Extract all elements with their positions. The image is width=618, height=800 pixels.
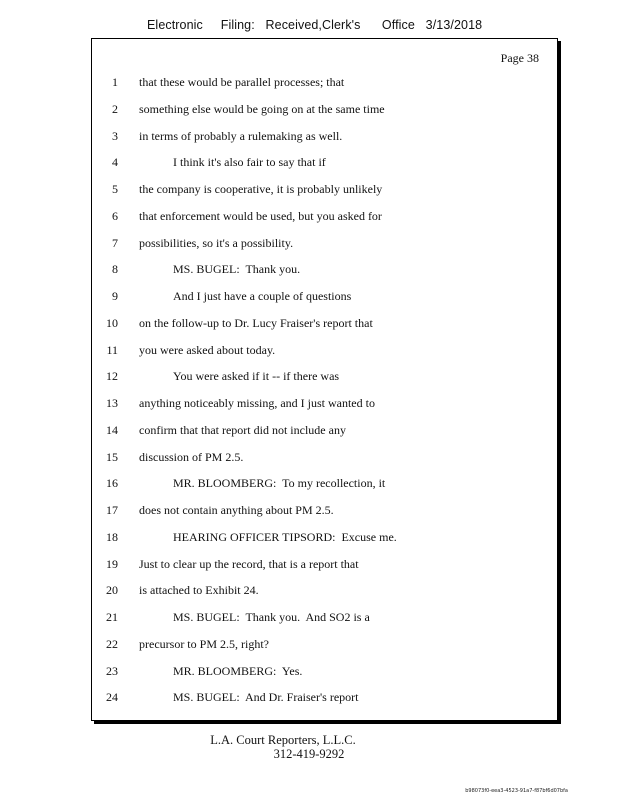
line-text: You were asked if it -- if there was (173, 369, 340, 384)
document-id: b98073f0-eea3-4523-91a7-f87bf6d07bfa (465, 788, 568, 794)
line-number: 5 (112, 182, 118, 196)
line-text: possibilities, so it's a possibility. (139, 235, 294, 250)
line-number: 3 (112, 128, 118, 143)
transcript-line (92, 207, 557, 234)
transcript-line (92, 581, 557, 608)
line-number: 8 (112, 262, 118, 277)
line-number: 7 (112, 235, 118, 250)
line-number: 17 (106, 503, 118, 517)
line-text: And I just have a couple of questions (173, 289, 352, 303)
line-text: MR. BLOOMBERG: To my recollection, it (173, 476, 386, 491)
line-number: 2 (112, 101, 118, 116)
line-text: I think it's also fair to say that if (173, 155, 326, 170)
line-text: on the follow-up to Dr. Lucy Fraiser's report that (139, 315, 373, 330)
line-number: 16 (106, 476, 118, 491)
line-text: the company is cooperative, it is probably unlikely (139, 182, 383, 196)
transcript-line (92, 180, 557, 207)
line-number: 24 (106, 690, 118, 705)
line-text: you were asked about today. (139, 342, 276, 357)
line-number: 9 (112, 289, 118, 303)
line-text: discussion of PM 2.5. (139, 449, 244, 464)
transcript-line (92, 528, 557, 555)
line-number: 6 (112, 208, 118, 223)
line-number: 14 (106, 422, 118, 437)
line-text: does not contain anything about PM 2.5. (139, 503, 334, 517)
line-text: in terms of probably a rulemaking as well. (139, 128, 343, 143)
transcript-line (92, 555, 557, 582)
transcript-page (91, 38, 558, 721)
line-number: 21 (106, 610, 118, 624)
transcript-line (92, 394, 557, 421)
line-number: 20 (106, 583, 118, 598)
filing-header: Electronic Filing: Received,Clerk's Office 3/13/2018 (147, 18, 483, 32)
line-number: 12 (106, 369, 118, 384)
transcript-line (92, 287, 557, 314)
transcript-line (92, 448, 557, 475)
line-text: Just to clear up the record, that is a report that (139, 556, 359, 571)
transcript-line (92, 688, 557, 715)
transcript-line (92, 100, 557, 127)
line-text: MS. BUGEL: Thank you. (173, 262, 301, 277)
reporter-phone: 312-419-9292 (273, 747, 345, 761)
transcript-line (92, 73, 557, 100)
line-text: is attached to Exhibit 24. (139, 583, 259, 598)
transcript-line (92, 421, 557, 448)
line-text: confirm that that report did not include any (139, 422, 346, 437)
line-text: something else would be going on at the same time (139, 101, 385, 116)
transcript-line (92, 635, 557, 662)
transcript-lines (92, 73, 557, 715)
page-footer (0, 733, 618, 761)
page-number: Page 38 (500, 51, 539, 65)
reporter-company: L.A. Court Reporters, L.L.C. (210, 733, 356, 747)
line-text: anything noticeably missing, and I just wanted to (139, 396, 375, 410)
transcript-line (92, 662, 557, 689)
transcript-line (92, 234, 557, 261)
transcript-line (92, 608, 557, 635)
line-number: 4 (112, 155, 118, 170)
line-number: 23 (106, 663, 118, 678)
line-text: that enforcement would be used, but you asked for (139, 208, 382, 223)
transcript-line (92, 501, 557, 528)
transcript-line (92, 153, 557, 180)
line-text: precursor to PM 2.5, right? (139, 636, 269, 651)
line-text: MS. BUGEL: And Dr. Fraiser's report (173, 690, 359, 705)
transcript-line (92, 474, 557, 501)
transcript-line (92, 314, 557, 341)
line-text: that these would be parallel processes; that (139, 75, 345, 89)
line-number: 15 (106, 449, 118, 464)
line-number: 1 (112, 75, 118, 89)
transcript-line (92, 341, 557, 368)
line-number: 22 (106, 636, 118, 651)
line-text: MR. BLOOMBERG: Yes. (173, 663, 303, 678)
transcript-line (92, 260, 557, 287)
line-number: 11 (106, 342, 118, 357)
line-text: HEARING OFFICER TIPSORD: Excuse me. (173, 529, 397, 544)
line-number: 10 (106, 315, 118, 330)
line-number: 13 (106, 396, 118, 410)
transcript-line (92, 367, 557, 394)
line-number: 19 (106, 556, 118, 571)
line-text: MS. BUGEL: Thank you. And SO2 is a (173, 610, 370, 624)
line-number: 18 (106, 529, 118, 544)
transcript-line (92, 127, 557, 154)
